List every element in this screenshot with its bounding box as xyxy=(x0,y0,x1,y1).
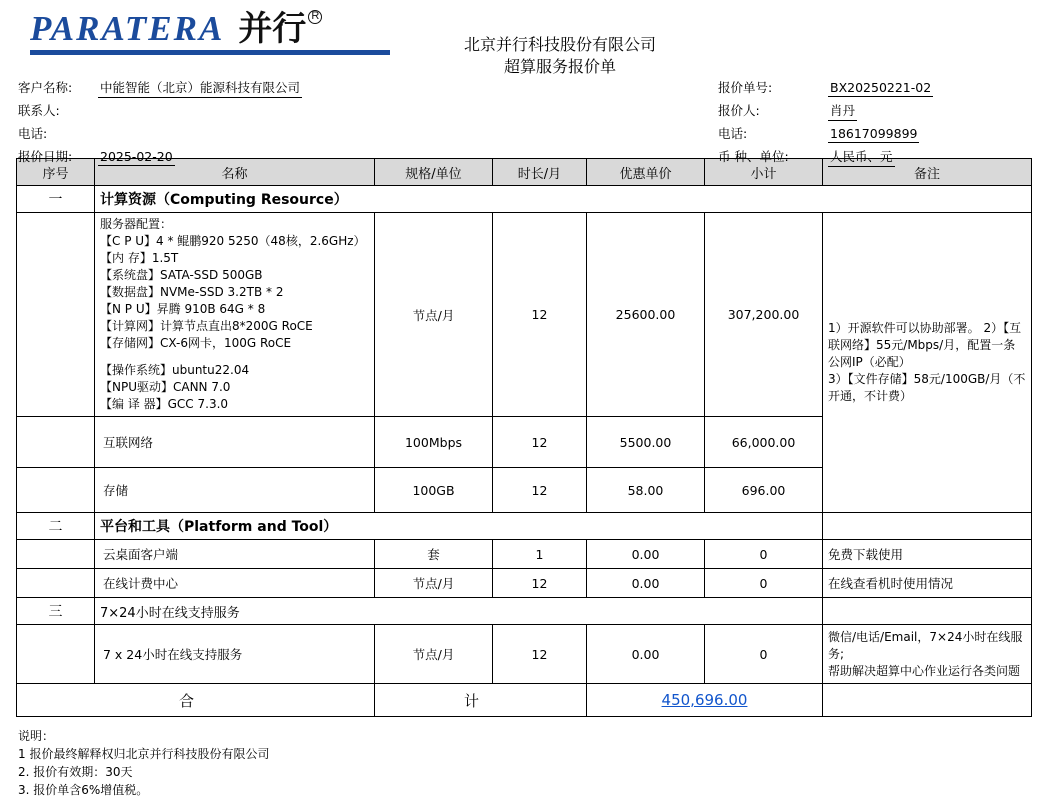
notes-title: 说明： xyxy=(18,729,55,743)
meta-value: 中能智能（北京）能源科技有限公司 xyxy=(98,78,302,98)
config-line: 【编 译 器】GCC 7.3.0 xyxy=(100,397,229,411)
note-item: 3. 报价单含6%增值税。 xyxy=(18,783,149,797)
meta-value: 人民币、元 xyxy=(828,147,895,167)
config-line: 【数据盘】NVMe-SSD 3.2TB * 2 xyxy=(100,285,284,299)
config-line: 【内 存】1.5T xyxy=(100,251,179,265)
meta-phone xyxy=(18,124,98,142)
meta-label: 联系人: xyxy=(18,103,60,118)
col-name: 名称 xyxy=(95,159,375,186)
meta-quoter-phone xyxy=(718,124,919,143)
note-item: 1 报价最终解释权归北京并行科技股份有限公司 xyxy=(18,747,270,761)
row-index xyxy=(17,468,95,513)
section-title: 7×24小时在线支持服务 xyxy=(95,598,823,625)
table-total-row xyxy=(17,684,1032,717)
config-line: 【存储网】CX-6网卡，100G RoCE xyxy=(100,336,292,350)
row-remark: 在线查看机时使用情况 xyxy=(823,569,1032,598)
table-section-row xyxy=(17,598,1032,625)
meta-quote-number xyxy=(718,78,933,97)
row-name: 7 x 24小时在线支持服务 xyxy=(95,625,375,684)
row-remark xyxy=(823,213,1032,513)
total-amount: 450,696.00 xyxy=(587,684,823,717)
row-remark xyxy=(823,625,1032,684)
row-unit-price: 5500.00 xyxy=(587,417,705,468)
section-index: 三 xyxy=(17,598,95,625)
config-line: 【N P U】昇腾 910B 64G * 8 xyxy=(100,302,266,316)
page-title: 超算服务报价单 xyxy=(503,57,616,76)
col-subtotal: 小计 xyxy=(705,159,823,186)
note-item: 2. 报价有效期：30天 xyxy=(18,765,133,779)
row-subtotal: 66,000.00 xyxy=(705,417,823,468)
section-index: 一 xyxy=(17,186,95,213)
row-spec: 套 xyxy=(375,540,493,569)
row-index xyxy=(17,540,95,569)
meta-value: BX20250221-02 xyxy=(830,80,932,95)
remark-line: 3）【文件存储】58元/100GB/月（不开通，不计费） xyxy=(828,372,1026,403)
meta-contact-person xyxy=(18,101,98,119)
config-line: 【操作系统】ubuntu22.04 xyxy=(100,363,250,377)
row-name: 互联网络 xyxy=(95,417,375,468)
meta-quote-date xyxy=(18,147,175,166)
section-remark xyxy=(823,598,1032,625)
notes-block xyxy=(18,727,1047,799)
row-duration: 12 xyxy=(493,213,587,417)
company-name: 北京并行科技股份有限公司 xyxy=(463,35,656,54)
logo-chinese-name: 并行 xyxy=(238,9,307,49)
table-section-row xyxy=(17,513,1032,540)
meta-label: 报价单号: xyxy=(718,80,773,95)
row-duration: 1 xyxy=(493,540,587,569)
table-row xyxy=(17,625,1032,684)
meta-label: 报价人: xyxy=(718,103,760,118)
row-spec: 节点/月 xyxy=(375,569,493,598)
row-subtotal: 696.00 xyxy=(705,468,823,513)
remark-line: 帮助解决超算中心作业运行各类问题 xyxy=(828,663,1021,678)
row-duration: 12 xyxy=(493,468,587,513)
row-subtotal: 0 xyxy=(705,625,823,684)
meta-value: 肖丹 xyxy=(828,101,857,121)
row-name: 存储 xyxy=(95,468,375,513)
meta-customer-name xyxy=(18,78,302,98)
total-word: 计 xyxy=(375,684,587,717)
meta-info xyxy=(0,72,1047,164)
row-unit-price: 0.00 xyxy=(587,540,705,569)
row-spec: 节点/月 xyxy=(375,213,493,417)
config-line: 【系统盘】SATA-SSD 500GB xyxy=(100,268,263,282)
table-row xyxy=(17,569,1032,598)
total-label: 合 xyxy=(17,684,375,717)
row-index xyxy=(17,417,95,468)
logo-wordmark: PARATERA xyxy=(30,9,225,48)
config-line: 【NPU驱动】CANN 7.0 xyxy=(100,380,231,394)
col-duration: 时长/月 xyxy=(493,159,587,186)
row-spec: 100Mbps xyxy=(375,417,493,468)
meta-value: 2025-02-20 xyxy=(100,149,173,164)
row-subtotal: 0 xyxy=(705,569,823,598)
config-line: 服务器配置： xyxy=(100,217,173,231)
trademark-icon: R xyxy=(308,10,322,24)
config-line: 【C P U】4 * 鲲鹏920 5250（48核，2.6GHz） xyxy=(100,234,366,248)
row-name xyxy=(95,213,375,417)
table-row xyxy=(17,540,1032,569)
row-unit-price: 25600.00 xyxy=(587,213,705,417)
row-subtotal: 0 xyxy=(705,540,823,569)
total-remark xyxy=(823,684,1032,717)
config-spacer xyxy=(100,352,369,362)
quotation-table xyxy=(16,158,1032,717)
col-index: 序号 xyxy=(17,159,95,186)
col-spec: 规格/单位 xyxy=(375,159,493,186)
section-title: 平台和工具（Platform and Tool） xyxy=(95,513,823,540)
row-duration: 12 xyxy=(493,569,587,598)
row-unit-price: 0.00 xyxy=(587,625,705,684)
col-remark: 备注 xyxy=(823,159,1032,186)
row-unit-price: 58.00 xyxy=(587,468,705,513)
table-section-row xyxy=(17,186,1032,213)
meta-label: 电话: xyxy=(718,126,748,141)
row-index xyxy=(17,213,95,417)
config-line: 【计算网】计算节点直出8*200G RoCE xyxy=(100,319,313,333)
row-remark: 免费下载使用 xyxy=(823,540,1032,569)
meta-label: 报价日期: xyxy=(18,149,73,164)
row-duration: 12 xyxy=(493,625,587,684)
meta-currency-unit xyxy=(718,147,895,167)
row-name: 云桌面客户端 xyxy=(95,540,375,569)
meta-quoted-by xyxy=(718,101,857,121)
meta-value: 18617099899 xyxy=(830,126,918,141)
row-index xyxy=(17,625,95,684)
table-row xyxy=(17,213,1032,417)
row-subtotal: 307,200.00 xyxy=(705,213,823,417)
remark-line: 1）开源软件可以协助部署。 2）【互联网络】55元/Mbps/月，配置一条公网IP（必配） xyxy=(828,321,1022,369)
remark-line: 微信/电话/Email，7×24小时在线服务; xyxy=(828,629,1023,661)
row-index xyxy=(17,569,95,598)
section-remark xyxy=(823,513,1032,540)
row-name: 在线计费中心 xyxy=(95,569,375,598)
section-index: 二 xyxy=(17,513,95,540)
meta-label: 币 种、单位: xyxy=(718,149,789,164)
section-title: 计算资源（Computing Resource） xyxy=(95,186,1032,213)
meta-label: 电话: xyxy=(18,126,48,141)
row-spec: 100GB xyxy=(375,468,493,513)
row-duration: 12 xyxy=(493,417,587,468)
document-header xyxy=(0,0,1047,76)
meta-label: 客户名称: xyxy=(18,80,73,95)
row-unit-price: 0.00 xyxy=(587,569,705,598)
row-spec: 节点/月 xyxy=(375,625,493,684)
company-logo xyxy=(30,8,322,50)
logo-underline-bar xyxy=(30,50,390,55)
col-unit-price: 优惠单价 xyxy=(587,159,705,186)
